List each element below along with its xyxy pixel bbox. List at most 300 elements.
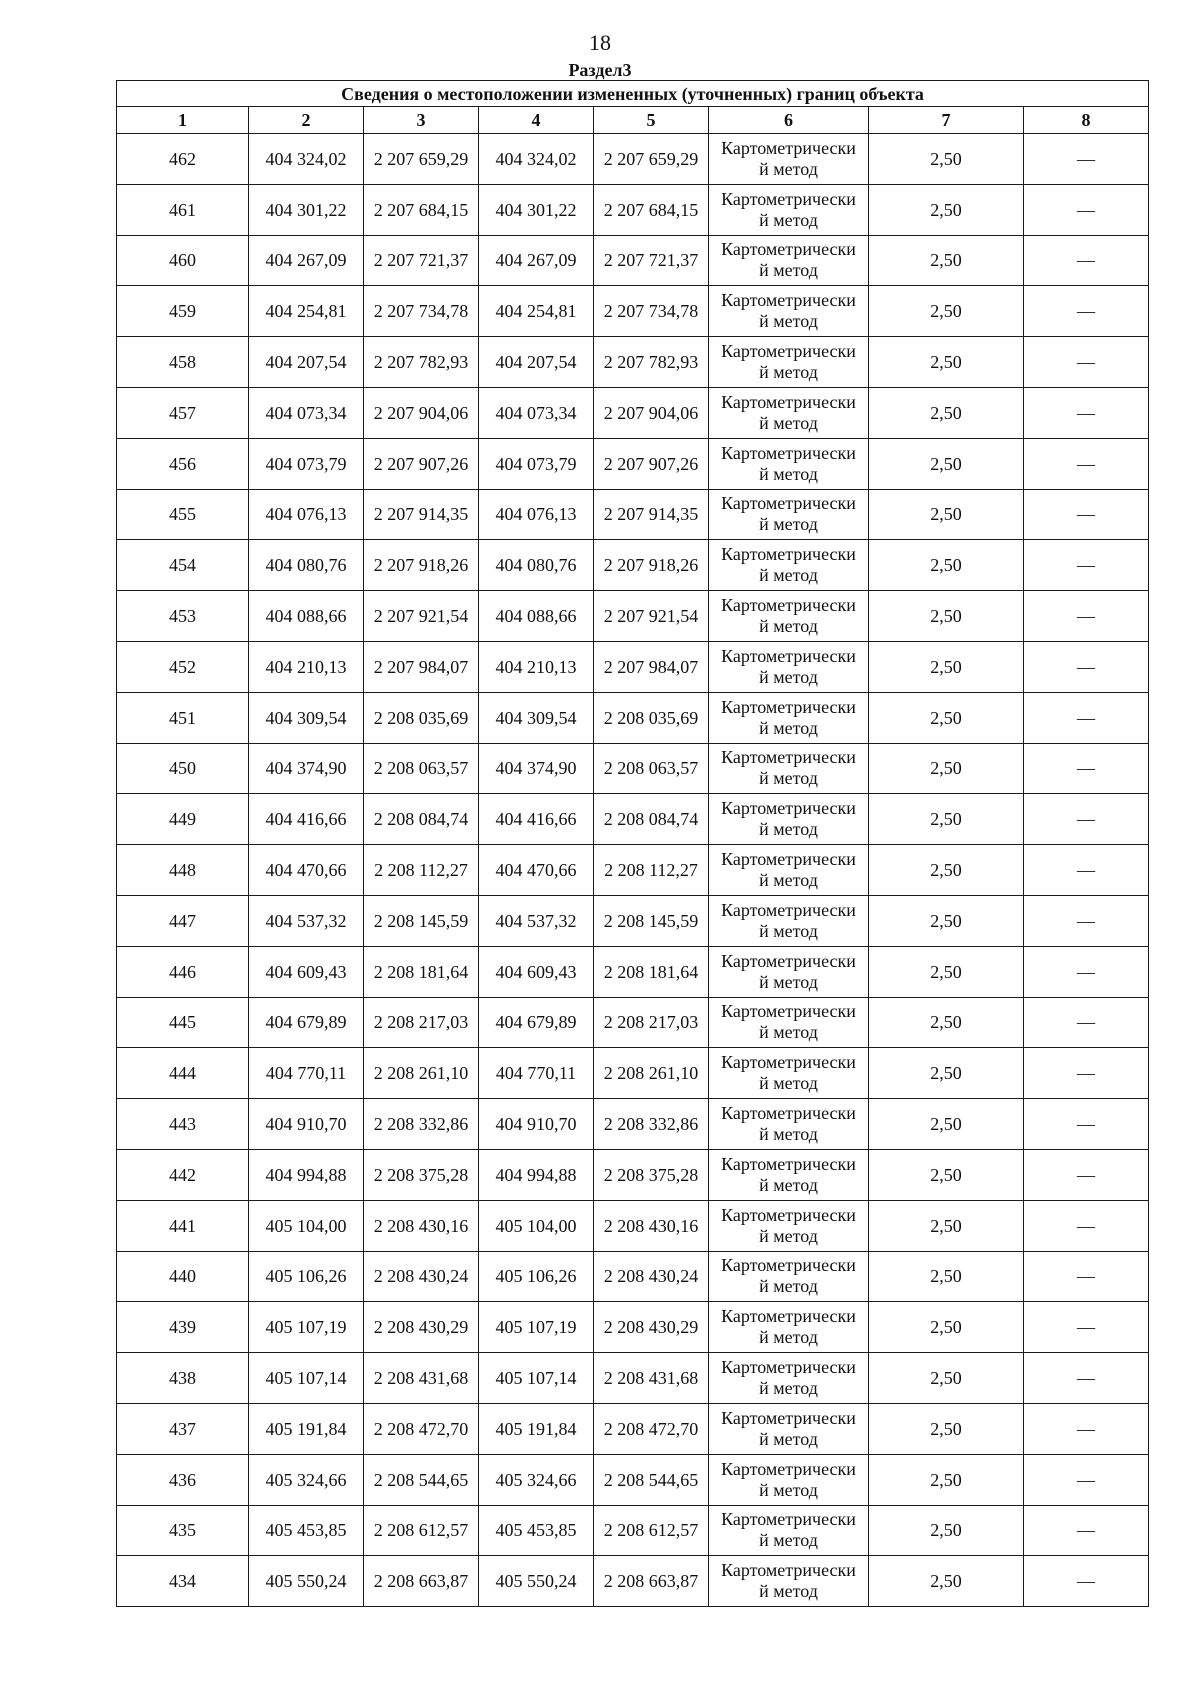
cell-x-new: 405 104,00 — [479, 1200, 594, 1251]
cell-x-new: 404 609,43 — [479, 946, 594, 997]
cell-x-new: 404 374,90 — [479, 743, 594, 794]
cell-point-number: 453 — [117, 591, 249, 642]
cell-method — [709, 387, 869, 438]
cell-point-number: 460 — [117, 235, 249, 286]
table-row — [117, 134, 1149, 185]
cell-y-new: 2 208 612,57 — [594, 1505, 709, 1556]
table-row — [117, 1556, 1149, 1607]
table-row — [117, 1251, 1149, 1302]
cell-x-new: 405 453,85 — [479, 1505, 594, 1556]
cell-y-old: 2 208 261,10 — [364, 1048, 479, 1099]
cell-method — [709, 895, 869, 946]
cell-method — [709, 997, 869, 1048]
cell-y-old: 2 207 734,78 — [364, 286, 479, 337]
cell-x-old: 405 107,14 — [249, 1353, 364, 1404]
cell-x-old: 404 770,11 — [249, 1048, 364, 1099]
cell-x-new: 404 416,66 — [479, 794, 594, 845]
method-line-2: й метод — [759, 412, 818, 433]
cell-accuracy: 2,50 — [869, 641, 1024, 692]
method-line-1: Картометрически — [721, 1052, 856, 1073]
method-line-1: Картометрически — [721, 188, 856, 209]
method-line-1: Картометрически — [721, 849, 856, 870]
column-header-1: 1 — [117, 107, 249, 134]
cell-x-old: 404 324,02 — [249, 134, 364, 185]
table-row — [117, 387, 1149, 438]
cell-x-old: 404 679,89 — [249, 997, 364, 1048]
cell-method — [709, 1454, 869, 1505]
cell-point-number: 439 — [117, 1302, 249, 1353]
method-line-2: й метод — [759, 1479, 818, 1500]
method-line-1: Картометрически — [721, 950, 856, 971]
table-row — [117, 1200, 1149, 1251]
cell-point-number: 443 — [117, 1099, 249, 1150]
method-line-2: й метод — [759, 1073, 818, 1094]
cell-y-new: 2 208 217,03 — [594, 997, 709, 1048]
method-line-2: й метод — [759, 1428, 818, 1449]
method-line-2: й метод — [759, 616, 818, 637]
cell-x-old: 404 073,79 — [249, 438, 364, 489]
table-row — [117, 1302, 1149, 1353]
table-row — [117, 692, 1149, 743]
cell-point-number: 462 — [117, 134, 249, 185]
cell-y-new: 2 207 918,26 — [594, 540, 709, 591]
cell-x-new: 404 910,70 — [479, 1099, 594, 1150]
cell-x-new: 404 324,02 — [479, 134, 594, 185]
cell-y-old: 2 208 084,74 — [364, 794, 479, 845]
cell-description: — — [1024, 235, 1149, 286]
method-line-1: Картометрически — [721, 1458, 856, 1479]
cell-accuracy: 2,50 — [869, 1251, 1024, 1302]
cell-accuracy: 2,50 — [869, 743, 1024, 794]
cell-y-new: 2 208 472,70 — [594, 1403, 709, 1454]
cell-point-number: 435 — [117, 1505, 249, 1556]
table-row — [117, 895, 1149, 946]
cell-x-old: 405 191,84 — [249, 1403, 364, 1454]
cell-method — [709, 794, 869, 845]
cell-description: — — [1024, 286, 1149, 337]
cell-accuracy: 2,50 — [869, 1353, 1024, 1404]
cell-description: — — [1024, 1556, 1149, 1607]
cell-y-old: 2 208 472,70 — [364, 1403, 479, 1454]
method-line-1: Картометрически — [721, 645, 856, 666]
cell-method — [709, 946, 869, 997]
coordinates-table — [116, 80, 1149, 1607]
cell-x-old: 404 537,32 — [249, 895, 364, 946]
table-row — [117, 337, 1149, 388]
table-row — [117, 1048, 1149, 1099]
cell-x-old: 405 324,66 — [249, 1454, 364, 1505]
cell-description: — — [1024, 1353, 1149, 1404]
cell-point-number: 447 — [117, 895, 249, 946]
cell-x-old: 405 106,26 — [249, 1251, 364, 1302]
cell-y-old: 2 208 663,87 — [364, 1556, 479, 1607]
cell-method — [709, 134, 869, 185]
table-row — [117, 641, 1149, 692]
method-line-1: Картометрически — [721, 290, 856, 311]
cell-x-old: 404 076,13 — [249, 489, 364, 540]
cell-x-old: 404 267,09 — [249, 235, 364, 286]
cell-x-new: 404 210,13 — [479, 641, 594, 692]
cell-y-new: 2 208 181,64 — [594, 946, 709, 997]
cell-method — [709, 1556, 869, 1607]
cell-x-new: 405 550,24 — [479, 1556, 594, 1607]
method-line-1: Картометрически — [721, 747, 856, 768]
cell-description: — — [1024, 438, 1149, 489]
cell-description: — — [1024, 591, 1149, 642]
method-line-1: Картометрически — [721, 544, 856, 565]
cell-point-number: 446 — [117, 946, 249, 997]
cell-method — [709, 1200, 869, 1251]
method-line-1: Картометрически — [721, 391, 856, 412]
cell-x-new: 405 324,66 — [479, 1454, 594, 1505]
cell-x-new: 404 073,34 — [479, 387, 594, 438]
method-line-2: й метод — [759, 1530, 818, 1551]
table-row — [117, 286, 1149, 337]
table-row — [117, 794, 1149, 845]
cell-point-number: 450 — [117, 743, 249, 794]
cell-method — [709, 692, 869, 743]
cell-description: — — [1024, 540, 1149, 591]
method-line-2: й метод — [759, 514, 818, 535]
cell-description: — — [1024, 997, 1149, 1048]
cell-accuracy: 2,50 — [869, 1302, 1024, 1353]
method-line-1: Картометрически — [721, 1103, 856, 1124]
cell-y-new: 2 207 734,78 — [594, 286, 709, 337]
cell-description: — — [1024, 1454, 1149, 1505]
method-line-2: й метод — [759, 1327, 818, 1348]
cell-description: — — [1024, 692, 1149, 743]
cell-x-new: 405 191,84 — [479, 1403, 594, 1454]
method-line-1: Картометрически — [721, 595, 856, 616]
cell-x-new: 404 076,13 — [479, 489, 594, 540]
cell-y-old: 2 208 431,68 — [364, 1353, 479, 1404]
method-line-1: Картометрически — [721, 1509, 856, 1530]
cell-description: — — [1024, 845, 1149, 896]
cell-y-new: 2 208 261,10 — [594, 1048, 709, 1099]
cell-y-new: 2 207 907,26 — [594, 438, 709, 489]
cell-accuracy: 2,50 — [869, 1200, 1024, 1251]
cell-accuracy: 2,50 — [869, 337, 1024, 388]
cell-accuracy: 2,50 — [869, 286, 1024, 337]
cell-x-old: 405 104,00 — [249, 1200, 364, 1251]
cell-accuracy: 2,50 — [869, 387, 1024, 438]
cell-point-number: 455 — [117, 489, 249, 540]
table-header-row — [117, 107, 1149, 134]
cell-accuracy: 2,50 — [869, 997, 1024, 1048]
cell-x-new: 404 309,54 — [479, 692, 594, 743]
cell-y-old: 2 207 907,26 — [364, 438, 479, 489]
cell-method — [709, 1099, 869, 1150]
cell-x-new: 404 073,79 — [479, 438, 594, 489]
cell-accuracy: 2,50 — [869, 1505, 1024, 1556]
cell-accuracy: 2,50 — [869, 1403, 1024, 1454]
cell-method — [709, 1251, 869, 1302]
cell-accuracy: 2,50 — [869, 1099, 1024, 1150]
cell-x-new: 404 267,09 — [479, 235, 594, 286]
table-row — [117, 235, 1149, 286]
cell-method — [709, 184, 869, 235]
cell-y-new: 2 208 145,59 — [594, 895, 709, 946]
table-row — [117, 997, 1149, 1048]
cell-accuracy: 2,50 — [869, 794, 1024, 845]
cell-x-old: 405 107,19 — [249, 1302, 364, 1353]
cell-y-old: 2 208 332,86 — [364, 1099, 479, 1150]
cell-y-new: 2 208 084,74 — [594, 794, 709, 845]
cell-method — [709, 1505, 869, 1556]
cell-accuracy: 2,50 — [869, 438, 1024, 489]
cell-y-old: 2 207 921,54 — [364, 591, 479, 642]
cell-accuracy: 2,50 — [869, 1149, 1024, 1200]
cell-description: — — [1024, 1302, 1149, 1353]
table-row — [117, 1149, 1149, 1200]
cell-y-new: 2 207 904,06 — [594, 387, 709, 438]
cell-x-new: 404 537,32 — [479, 895, 594, 946]
cell-description: — — [1024, 1149, 1149, 1200]
cell-description: — — [1024, 489, 1149, 540]
column-header-7: 7 — [869, 107, 1024, 134]
table-row — [117, 540, 1149, 591]
method-line-1: Картометрически — [721, 442, 856, 463]
cell-point-number: 459 — [117, 286, 249, 337]
column-header-6: 6 — [709, 107, 869, 134]
table-row — [117, 438, 1149, 489]
cell-method — [709, 438, 869, 489]
cell-description: — — [1024, 134, 1149, 185]
cell-accuracy: 2,50 — [869, 1454, 1024, 1505]
cell-point-number: 451 — [117, 692, 249, 743]
cell-y-old: 2 207 984,07 — [364, 641, 479, 692]
cell-y-new: 2 208 063,57 — [594, 743, 709, 794]
cell-x-new: 405 106,26 — [479, 1251, 594, 1302]
cell-y-old: 2 208 430,29 — [364, 1302, 479, 1353]
cell-x-new: 404 088,66 — [479, 591, 594, 642]
cell-y-old: 2 208 063,57 — [364, 743, 479, 794]
table-row — [117, 184, 1149, 235]
cell-point-number: 458 — [117, 337, 249, 388]
method-line-1: Картометрически — [721, 239, 856, 260]
cell-point-number: 437 — [117, 1403, 249, 1454]
cell-description: — — [1024, 1048, 1149, 1099]
cell-accuracy: 2,50 — [869, 1556, 1024, 1607]
cell-y-old: 2 207 721,37 — [364, 235, 479, 286]
method-line-1: Картометрически — [721, 798, 856, 819]
table-body — [117, 134, 1149, 1607]
cell-y-old: 2 208 035,69 — [364, 692, 479, 743]
cell-accuracy: 2,50 — [869, 1048, 1024, 1099]
method-line-1: Картометрически — [721, 1407, 856, 1428]
method-line-1: Картометрически — [721, 1306, 856, 1327]
cell-y-old: 2 208 430,16 — [364, 1200, 479, 1251]
column-header-3: 3 — [364, 107, 479, 134]
cell-method — [709, 489, 869, 540]
method-line-1: Картометрически — [721, 1204, 856, 1225]
cell-method — [709, 591, 869, 642]
cell-point-number: 441 — [117, 1200, 249, 1251]
cell-y-new: 2 208 375,28 — [594, 1149, 709, 1200]
method-line-2: й метод — [759, 666, 818, 687]
method-line-2: й метод — [759, 260, 818, 281]
table-row — [117, 591, 1149, 642]
cell-y-old: 2 207 918,26 — [364, 540, 479, 591]
cell-y-old: 2 208 430,24 — [364, 1251, 479, 1302]
cell-y-new: 2 208 035,69 — [594, 692, 709, 743]
method-line-2: й метод — [759, 1276, 818, 1297]
cell-method — [709, 337, 869, 388]
method-line-2: й метод — [759, 717, 818, 738]
cell-accuracy: 2,50 — [869, 591, 1024, 642]
method-line-2: й метод — [759, 311, 818, 332]
cell-method — [709, 1149, 869, 1200]
cell-x-new: 404 254,81 — [479, 286, 594, 337]
cell-point-number: 444 — [117, 1048, 249, 1099]
cell-description: — — [1024, 1403, 1149, 1454]
cell-x-old: 404 088,66 — [249, 591, 364, 642]
cell-method — [709, 1048, 869, 1099]
cell-point-number: 456 — [117, 438, 249, 489]
cell-point-number: 442 — [117, 1149, 249, 1200]
cell-x-new: 404 994,88 — [479, 1149, 594, 1200]
cell-point-number: 448 — [117, 845, 249, 896]
cell-y-new: 2 208 430,16 — [594, 1200, 709, 1251]
cell-y-new: 2 207 914,35 — [594, 489, 709, 540]
cell-description: — — [1024, 1099, 1149, 1150]
cell-description: — — [1024, 946, 1149, 997]
method-line-2: й метод — [759, 1378, 818, 1399]
method-line-2: й метод — [759, 1581, 818, 1602]
cell-description: — — [1024, 1251, 1149, 1302]
method-line-2: й метод — [759, 768, 818, 789]
cell-x-old: 404 073,34 — [249, 387, 364, 438]
cell-y-old: 2 208 544,65 — [364, 1454, 479, 1505]
method-line-2: й метод — [759, 1022, 818, 1043]
method-line-1: Картометрически — [721, 341, 856, 362]
cell-y-new: 2 207 984,07 — [594, 641, 709, 692]
cell-y-new: 2 208 544,65 — [594, 1454, 709, 1505]
cell-x-old: 404 080,76 — [249, 540, 364, 591]
method-line-2: й метод — [759, 920, 818, 941]
table-row — [117, 1099, 1149, 1150]
cell-x-new: 404 770,11 — [479, 1048, 594, 1099]
method-line-2: й метод — [759, 463, 818, 484]
cell-x-old: 404 309,54 — [249, 692, 364, 743]
cell-point-number: 449 — [117, 794, 249, 845]
cell-y-new: 2 208 663,87 — [594, 1556, 709, 1607]
cell-x-old: 404 609,43 — [249, 946, 364, 997]
table-row — [117, 845, 1149, 896]
cell-x-new: 404 207,54 — [479, 337, 594, 388]
cell-description: — — [1024, 895, 1149, 946]
table-caption-row — [117, 81, 1149, 107]
cell-x-old: 405 453,85 — [249, 1505, 364, 1556]
cell-y-new: 2 208 430,29 — [594, 1302, 709, 1353]
cell-y-old: 2 207 782,93 — [364, 337, 479, 388]
cell-x-old: 404 416,66 — [249, 794, 364, 845]
cell-method — [709, 235, 869, 286]
method-line-1: Картометрически — [721, 137, 856, 158]
method-line-1: Картометрически — [721, 493, 856, 514]
cell-x-new: 404 679,89 — [479, 997, 594, 1048]
method-line-2: й метод — [759, 362, 818, 383]
cell-description: — — [1024, 794, 1149, 845]
cell-point-number: 452 — [117, 641, 249, 692]
cell-y-old: 2 207 904,06 — [364, 387, 479, 438]
cell-accuracy: 2,50 — [869, 540, 1024, 591]
table-row — [117, 1454, 1149, 1505]
method-line-2: й метод — [759, 870, 818, 891]
cell-point-number: 436 — [117, 1454, 249, 1505]
table-caption: Сведения о местоположении измененных (уточненных) границ объекта — [117, 81, 1149, 107]
method-line-2: й метод — [759, 971, 818, 992]
cell-point-number: 454 — [117, 540, 249, 591]
method-line-1: Картометрически — [721, 1357, 856, 1378]
cell-y-new: 2 207 659,29 — [594, 134, 709, 185]
method-line-2: й метод — [759, 1124, 818, 1145]
cell-y-old: 2 208 217,03 — [364, 997, 479, 1048]
cell-accuracy: 2,50 — [869, 235, 1024, 286]
column-header-2: 2 — [249, 107, 364, 134]
cell-description: — — [1024, 184, 1149, 235]
cell-y-new: 2 207 782,93 — [594, 337, 709, 388]
method-line-2: й метод — [759, 1174, 818, 1195]
method-line-1: Картометрически — [721, 1255, 856, 1276]
method-line-1: Картометрически — [721, 1001, 856, 1022]
cell-point-number: 438 — [117, 1353, 249, 1404]
cell-description: — — [1024, 743, 1149, 794]
cell-x-old: 404 994,88 — [249, 1149, 364, 1200]
method-line-1: Картометрически — [721, 1153, 856, 1174]
cell-x-old: 404 910,70 — [249, 1099, 364, 1150]
cell-x-old: 404 301,22 — [249, 184, 364, 235]
section-title: Раздел3 — [568, 60, 632, 80]
cell-y-old: 2 207 659,29 — [364, 134, 479, 185]
cell-method — [709, 1302, 869, 1353]
method-line-2: й метод — [759, 819, 818, 840]
cell-method — [709, 1353, 869, 1404]
cell-y-old: 2 208 145,59 — [364, 895, 479, 946]
method-line-1: Картометрически — [721, 696, 856, 717]
cell-x-new: 405 107,19 — [479, 1302, 594, 1353]
column-header-5: 5 — [594, 107, 709, 134]
cell-method — [709, 286, 869, 337]
cell-method — [709, 743, 869, 794]
cell-method — [709, 641, 869, 692]
method-line-2: й метод — [759, 209, 818, 230]
cell-x-old: 404 207,54 — [249, 337, 364, 388]
cell-y-new: 2 208 431,68 — [594, 1353, 709, 1404]
cell-y-new: 2 207 921,54 — [594, 591, 709, 642]
cell-y-old: 2 208 181,64 — [364, 946, 479, 997]
table-row — [117, 1353, 1149, 1404]
cell-description: — — [1024, 641, 1149, 692]
cell-x-old: 405 550,24 — [249, 1556, 364, 1607]
method-line-2: й метод — [759, 1225, 818, 1246]
cell-description: — — [1024, 1505, 1149, 1556]
cell-point-number: 461 — [117, 184, 249, 235]
method-line-2: й метод — [759, 565, 818, 586]
cell-x-new: 404 301,22 — [479, 184, 594, 235]
cell-point-number: 457 — [117, 387, 249, 438]
column-header-4: 4 — [479, 107, 594, 134]
cell-method — [709, 845, 869, 896]
cell-y-old: 2 207 684,15 — [364, 184, 479, 235]
cell-accuracy: 2,50 — [869, 489, 1024, 540]
table-row — [117, 1403, 1149, 1454]
cell-point-number: 445 — [117, 997, 249, 1048]
cell-y-new: 2 208 332,86 — [594, 1099, 709, 1150]
cell-accuracy: 2,50 — [869, 692, 1024, 743]
cell-accuracy: 2,50 — [869, 134, 1024, 185]
cell-point-number: 440 — [117, 1251, 249, 1302]
